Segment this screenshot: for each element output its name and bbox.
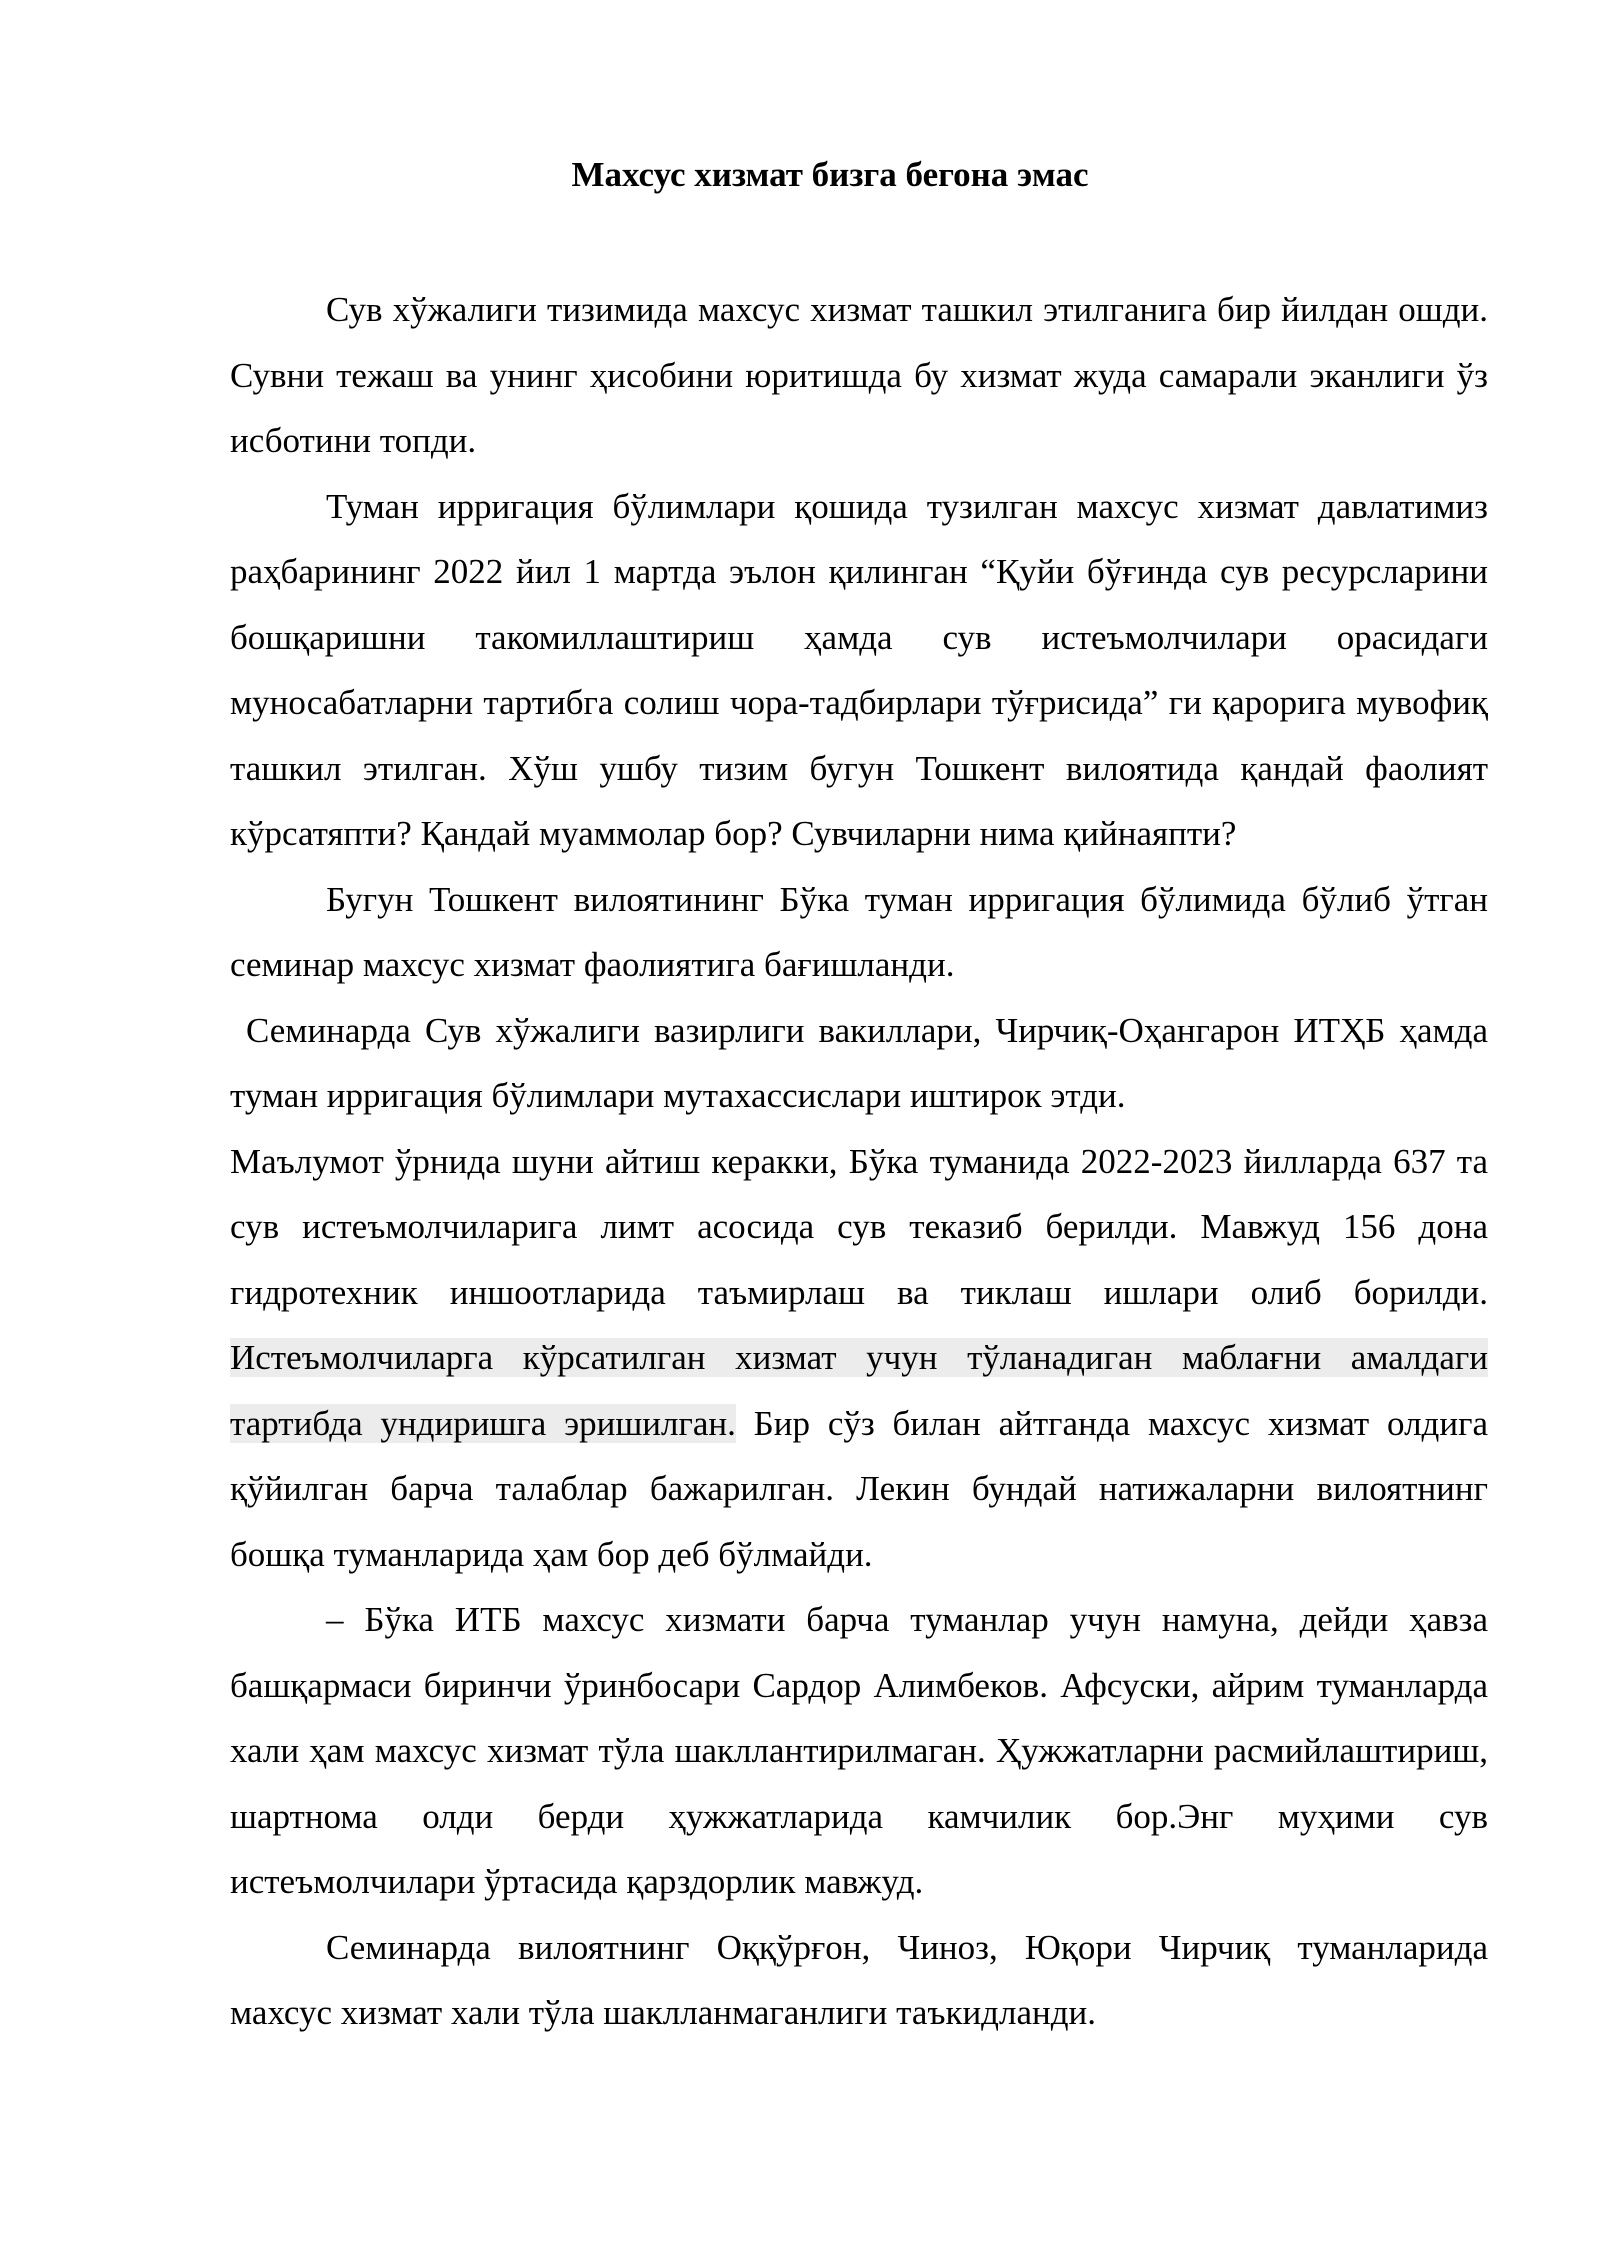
paragraph-5-tail: Бир сўз билан айтганда махсус хизмат олдига қўйилган барча талаблар бажарилган. Лекин бундай натижаларни вилоятнинг бошқа туманларида ҳам бор деб бўлмайди.	[230, 1403, 1488, 1574]
paragraph-3: Бугун Тошкент вилоятининг Бўка туман ирригация бўлимида бўлиб ўтган семинар махсус хизмат фаолиятига бағишланди.	[230, 879, 1488, 984]
document-title: Махсус хизмат бизга бегона эмас	[571, 155, 1089, 194]
paragraph-5	[230, 1129, 1488, 1588]
paragraph-7: Семинарда вилоятнинг Оққўрғон, Чиноз, Юқори Чирчиқ туманларида махсус хизмат хали тўла шаклланмаганлиги таъкидланди.	[230, 1927, 1488, 2032]
paragraph-1: Сув хўжалиги тизимида махсус хизмат ташкил этилганига бир йилдан ошди. Сувни тежаш ва унинг ҳисобини юритишда бу хизмат жуда самарали эканлиги ўз исботини топди.	[230, 290, 1488, 460]
paragraph-4: Семинарда Сув хўжалиги вазирлиги вакиллари, Чирчиқ-Оҳангарон ИТҲБ ҳамда туман ирригация бўлимлари мутахассислари иштирок этди.	[230, 1010, 1488, 1115]
paragraph-6: – Бўка ИТБ махсус хизмати барча туманлар учун намуна, дейди ҳавза башқармаси биринчи ўринбосари Сардор Алимбеков. Афсуски, айрим туманларда хали ҳам махсус хизмат тўла шакллантирилмаган. Ҳужжатларни расмийлаштириш, шартнома олди берди ҳужжатларида камчилик бор.Энг муҳими сув истеъмолчилари ўртасида қарздорлик мавжуд.	[230, 1600, 1488, 1901]
paragraph-2: Туман ирригация бўлимлари қошида тузилган махсус хизмат давлатимиз раҳбарининг 2022 йил 1 мартда эълон қилинган “Қуйи бўғинда сув ресурсларини бошқаришни такомиллаштириш ҳамда сув истеъмолчилари орасидаги муносабатларни тартибга солиш чора-тадбирлари тўғрисида” ги қарорига мувофиқ ташкил этилган. Хўш ушбу тизим бугун Тошкент вилоятида қандай фаолият кўрсатяпти? Қандай муаммолар бор? Сувчиларни нима қийнаяпти?	[230, 486, 1488, 853]
article-body	[230, 277, 1488, 2046]
highlighted-sentence: Истеъмолчиларга кўрсатилган хизмат учун тўланадиган маблағни амалдаги тартибда ундиришга эришилган.	[230, 1338, 1488, 1443]
paragraph-5-lead: Маълумот ўрнида шуни айтиш керакки, Бўка туманида 2022-2023 йилларда 637 та сув истеъмолчиларига лимт асосида сув теказиб берилди. Мавжуд 156 дона гидротехник иншоотларида таъмирлаш ва тиклаш ишлари олиб борилди.	[230, 1141, 1488, 1312]
